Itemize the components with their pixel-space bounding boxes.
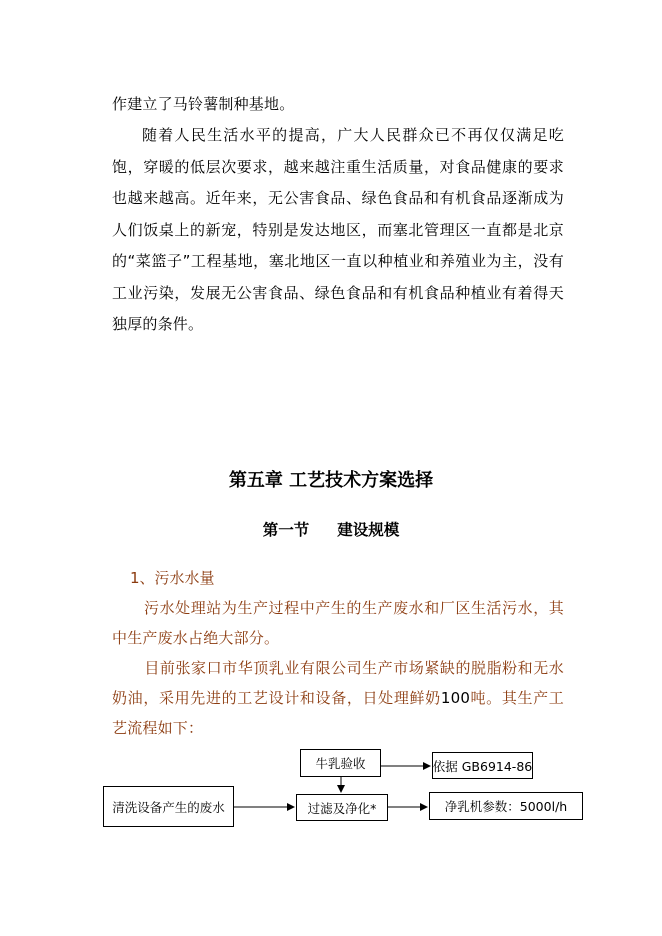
milk-check-box: 牛乳验收 bbox=[300, 749, 381, 777]
chapter-title: 第五章 工艺技术方案选择 bbox=[228, 470, 434, 491]
wastewater-paragraph-2-text: 目前张家口市华顶乳业有限公司生产市场紧缺的脱脂粉和无水奶油，采用先进的工艺设计和设备，日处理鲜奶 bbox=[112, 659, 564, 707]
intro-line: 作建立了马铃薯制种基地。 bbox=[112, 95, 295, 113]
wastewater-paragraph-1: 污水处理站为生产过程中产生的生产废水和厂区生活污水，其中生产废水占绝大部分。 bbox=[112, 599, 564, 647]
intro-paragraph: 随着人民生活水平的提高，广大人民群众已不再仅仅满足吃饱，穿暖的低层次要求，越来越注重生活质量，对食品健康的要求也越来越高。近年来，无公害食品、绿色食品和有机食品逐渐成为人们饭桌上的新宠，特别是发达地区，而塞北管理区一直都是北京的“菜篮子”工程基地，塞北地区一直以种植业和养殖业为主，没有工业污染，发展无公害食品、绿色食品和有机食品种植业有着得天独厚的条件。 bbox=[112, 126, 564, 333]
wastewater-paragraph-2-end: 吨。其生产工艺流程如下： bbox=[112, 689, 565, 737]
standard-box: 依据 GB6914-86 bbox=[432, 752, 533, 779]
section-title: 建设规模 bbox=[337, 520, 400, 539]
wash-water-box: 清洗设备产生的废水 bbox=[103, 786, 234, 827]
filter-box: 过滤及净化* bbox=[296, 794, 388, 821]
daily-capacity-value: 100 bbox=[440, 689, 471, 707]
wastewater-heading: 1、污水水量 bbox=[130, 569, 215, 587]
section-number: 第一节 bbox=[262, 520, 310, 539]
machine-box: 净乳机参数：5000l/h bbox=[429, 792, 583, 820]
